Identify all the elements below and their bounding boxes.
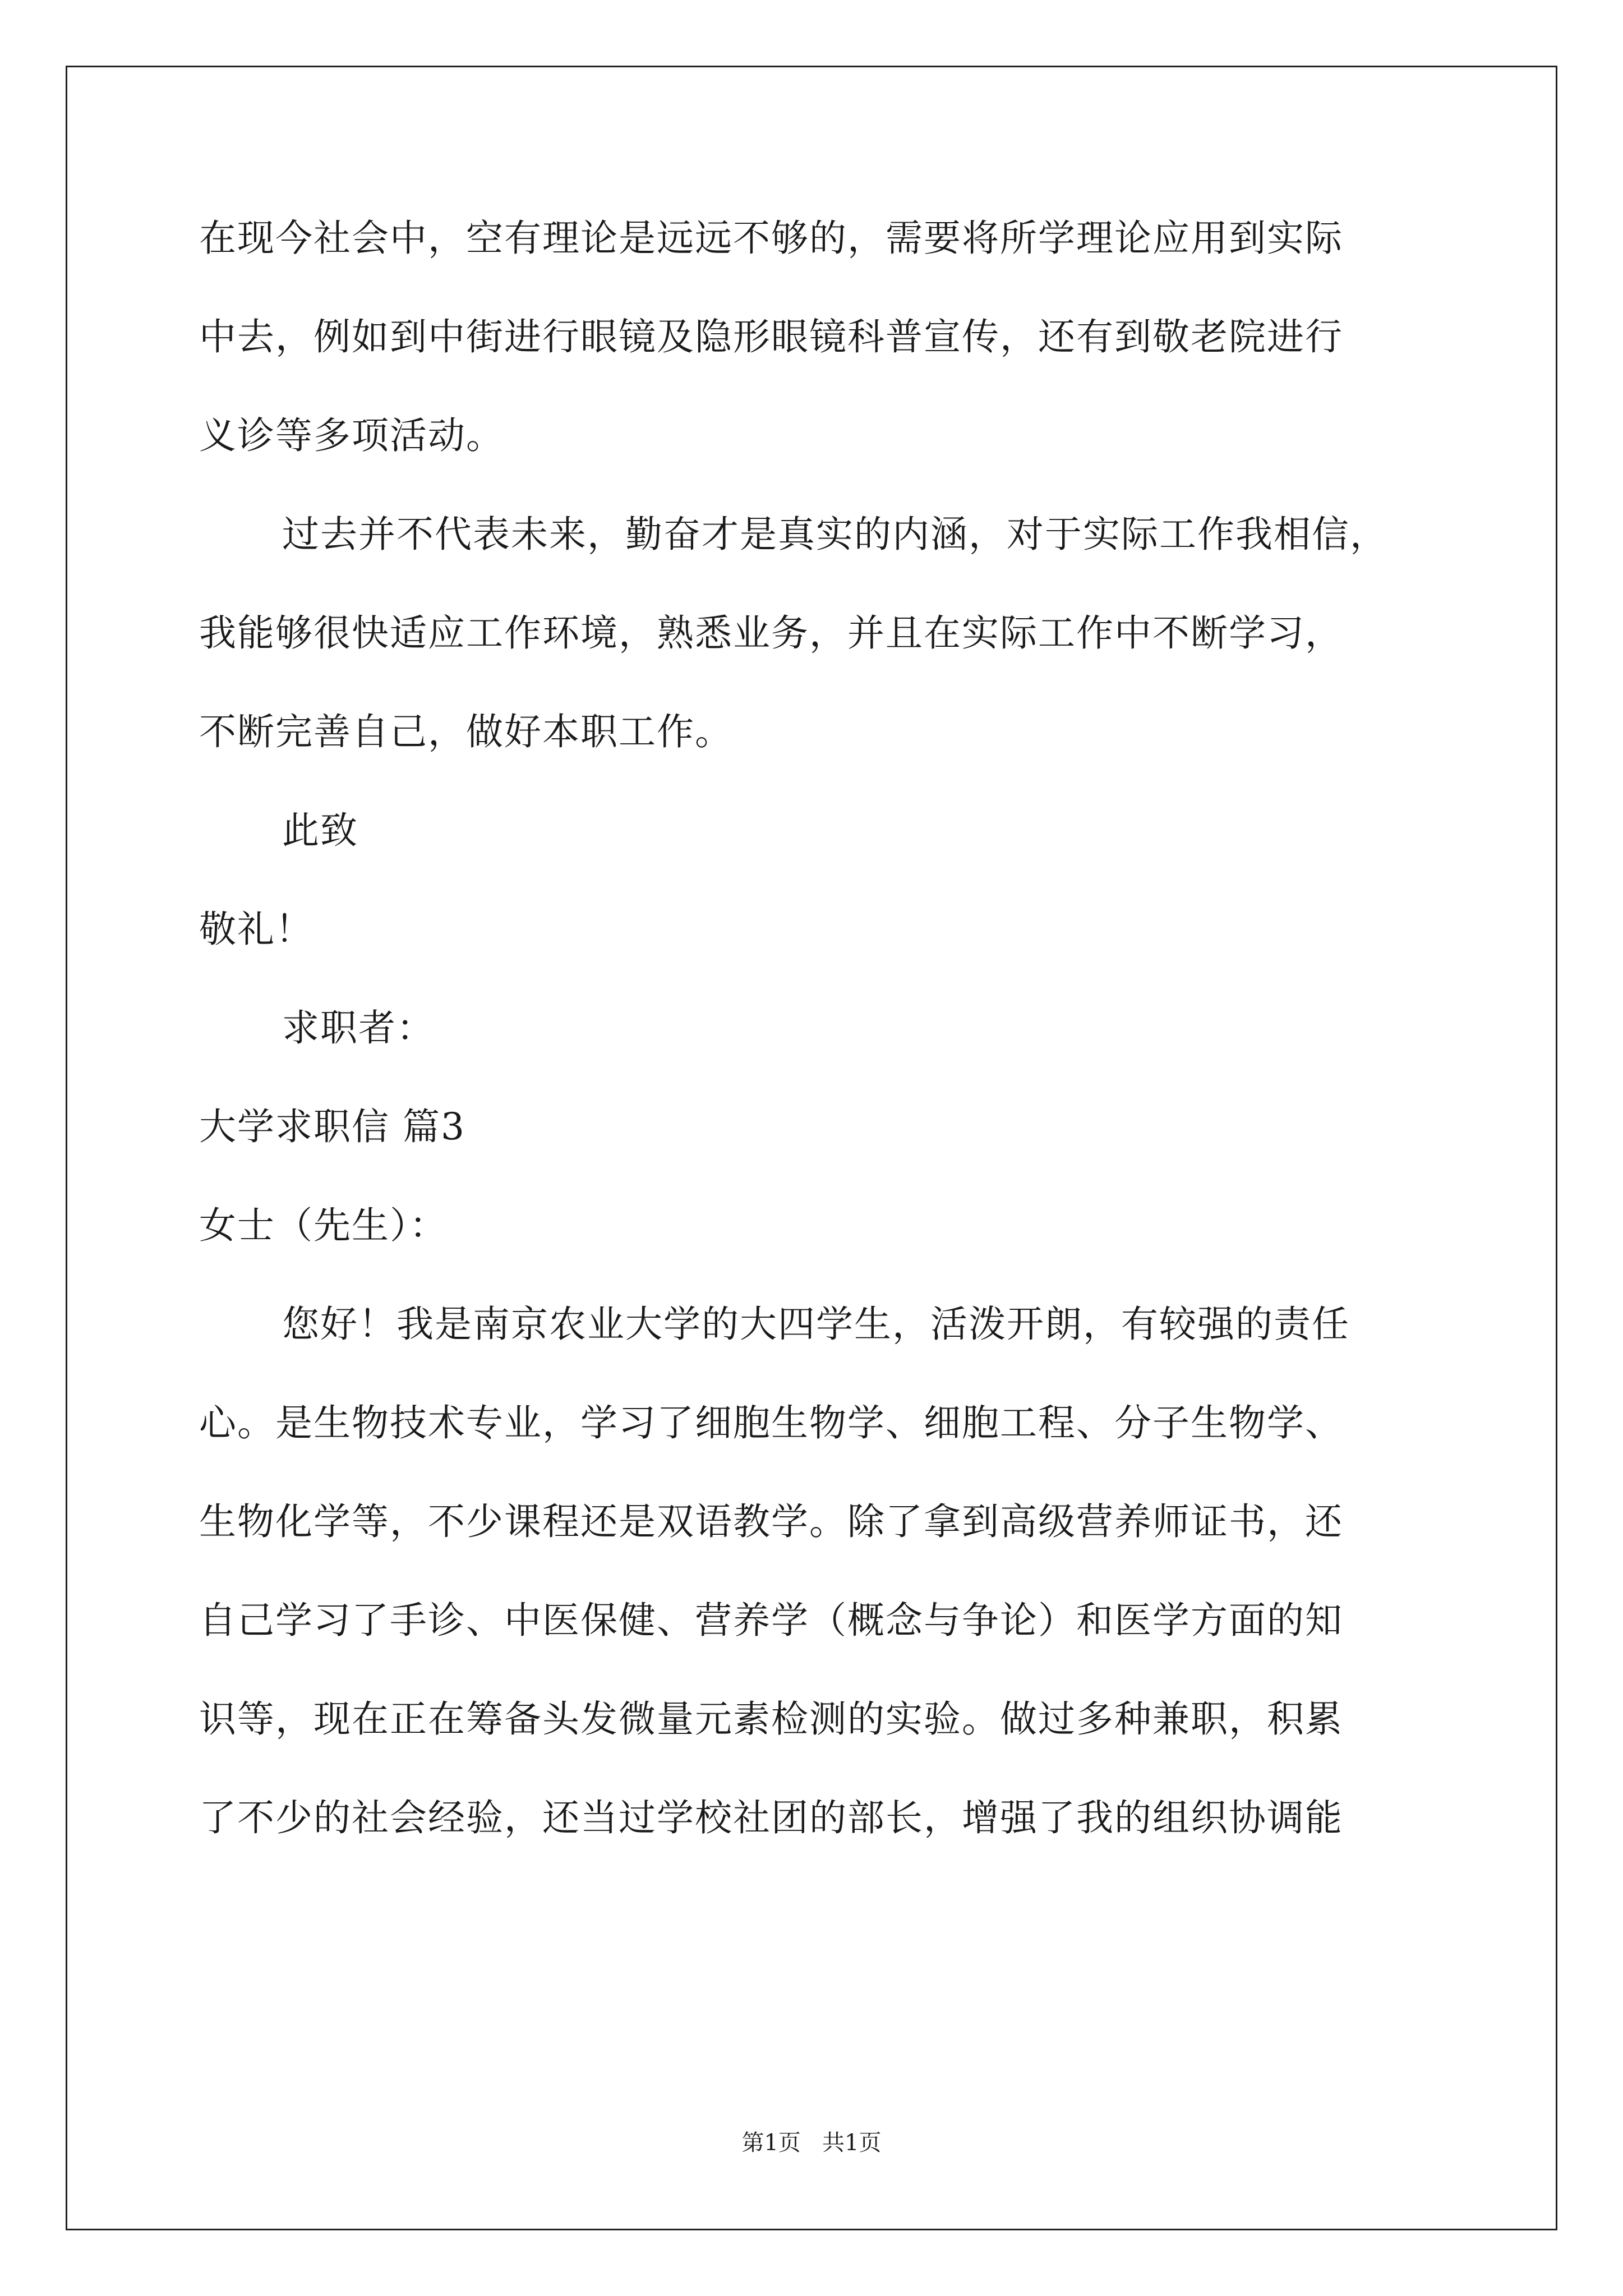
text-line: 了不少的社会经验，还当过学校社团的部长，增强了我的组织协调能 — [199, 1796, 1343, 1839]
section-heading: 大学求职信 篇3 — [199, 1105, 465, 1148]
salutation-line: 敬礼！ — [199, 908, 313, 951]
text-line: 生物化学等，不少课程还是双语教学。除了拿到高级营养师证书，还 — [199, 1500, 1343, 1543]
signature-label: 求职者： — [282, 1006, 435, 1050]
text-line: 过去并不代表未来，勤奋才是真实的内涵，对于实际工作我相信， — [282, 513, 1388, 556]
text-line: 在现今社会中，空有理论是远远不够的，需要将所学理论应用到实际 — [199, 217, 1343, 260]
text-line: 中去，例如到中街进行眼镜及隐形眼镜科普宣传，还有到敬老院进行 — [199, 315, 1343, 358]
page-number-footer: 第1页 共1页 — [741, 2130, 882, 2156]
text-line: 您好！我是南京农业大学的大四学生，活泼开朗，有较强的责任 — [282, 1303, 1350, 1346]
greeting-line: 女士（先生）： — [199, 1204, 448, 1247]
text-line: 不断完善自己，做好本职工作。 — [199, 710, 733, 753]
text-line: 心。是生物技术专业，学习了细胞生物学、细胞工程、分子生物学、 — [199, 1401, 1343, 1444]
text-line: 自己学习了手诊、中医保健、营养学（概念与争论）和医学方面的知 — [199, 1599, 1343, 1642]
salutation-line: 此致 — [282, 809, 358, 852]
text-line: 我能够很快适应工作环境，熟悉业务，并且在实际工作中不断学习， — [199, 611, 1343, 655]
text-line: 义诊等多项活动。 — [199, 414, 504, 457]
text-line: 识等，现在正在筹备头发微量元素检测的实验。做过多种兼职，积累 — [199, 1697, 1343, 1741]
